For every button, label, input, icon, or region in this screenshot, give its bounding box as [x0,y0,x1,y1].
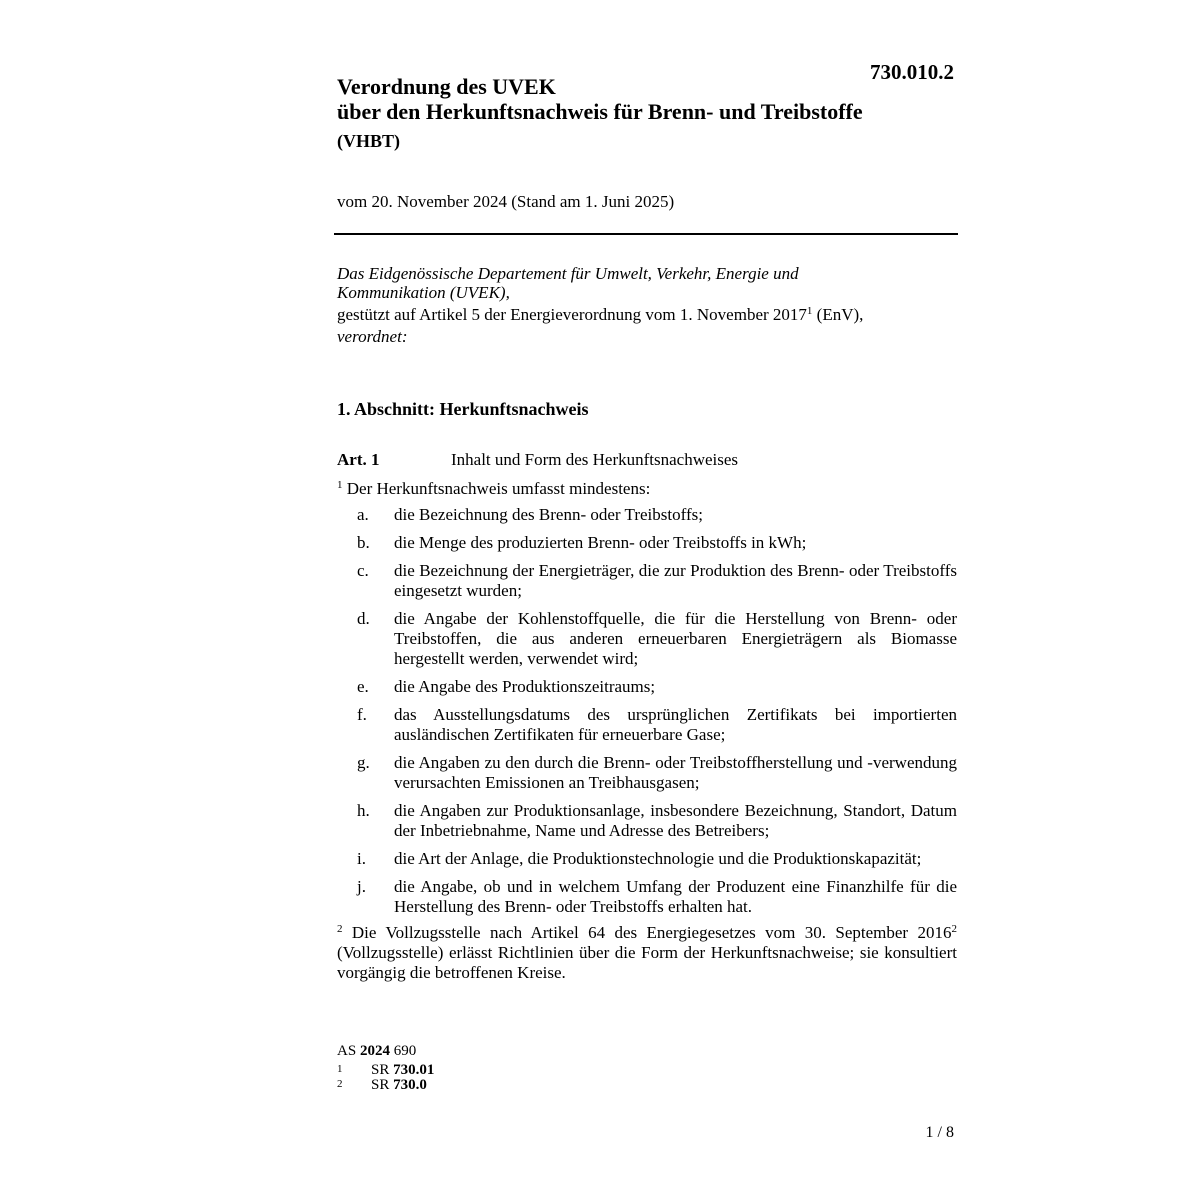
footnote-prefix: SR [371,1077,394,1093]
authority-line-2: Kommunikation (UVEK), [337,283,510,302]
as-reference [337,1042,637,1060]
footnote-ref-1[interactable]: 1 [806,305,813,317]
preamble [337,264,957,346]
title-line-1: Verordnung des UVEK [337,74,556,99]
footnote-text [371,1078,427,1093]
title-line-2: über den Herkunftsnachweis für Brenn- und Treibstoffe [337,99,863,124]
item-text: die Angabe des Produktionszeitraums; [394,677,656,696]
item-text: die Angabe der Kohlenstoffquelle, die für die Herstellung von Brenn- oder Treibstoffen, die aus anderen erneuerbaren Energieträgern als Biomasse hergestellt werden, verwendet wird; [394,609,957,668]
item-letter: h. [357,801,370,820]
sr-number: 730.010.2 [870,60,954,84]
footnote-prefix: SR [371,1062,394,1078]
page-indicator: 1 / 8 [925,1124,954,1141]
item-text: die Angaben zur Produktionsanlage, insbesondere Bezeichnung, Standort, Datum der Inbetriebnahme, Name und Adresse des Betreibers; [394,801,957,840]
date-line: vom 20. November 2024 (Stand am 1. Juni 2025) [337,192,675,211]
paragraph-number: 2 [337,923,343,935]
item-list [337,505,957,917]
basis-text: gestützt auf Artikel 5 der Energieverordnung vom 1. November 2017 [337,305,807,324]
header-divider [334,233,958,235]
item-text: die Bezeichnung der Energieträger, die zur Produktion des Brenn- oder Treibstoffs eingesetzt wurden; [394,561,957,600]
item-text: die Menge des produzierten Brenn- oder Treibstoffs in kWh; [394,533,807,552]
article-1 [337,449,957,983]
item-letter: g. [357,753,370,772]
list-item [337,609,957,669]
footnote-ref-2[interactable]: 2 [951,923,957,935]
footnote-number: 2 [337,1078,343,1090]
paragraph-text: Die Vollzugsstelle nach Artikel 64 des Energiegesetzes vom 30. September 2016 [342,923,952,942]
item-letter: i. [357,849,366,868]
item-letter: b. [357,533,370,552]
list-item [337,877,957,917]
footnote-1 [337,1063,637,1078]
list-item [337,561,957,601]
paragraph-1 [337,479,957,499]
basis-text-end: (EnV), [812,305,864,324]
as-year: 2024 [359,1043,390,1059]
list-item [337,677,957,697]
preamble-basis [337,305,957,324]
item-text: die Art der Anlage, die Produktionstechnologie und die Produktionskapazität; [394,849,922,868]
list-item [337,533,957,553]
preamble-authority [337,264,957,302]
footnote-2 [337,1078,637,1093]
item-letter: e. [357,677,369,696]
item-letter: f. [357,705,367,724]
as-prefix: AS [337,1043,360,1059]
authority-line-1: Das Eidgenössische Departement für Umwelt, Verkehr, Energie und [337,264,799,283]
preamble-ordains: verordnet: [337,327,408,346]
item-letter: j. [357,877,366,896]
title-abbreviation: (VHBT) [337,131,400,151]
footnote-ref[interactable]: 730.0 [393,1077,427,1093]
article-heading [337,449,957,470]
paragraph-number: 1 [337,479,343,491]
footnotes [337,1042,637,1093]
footnote-number: 1 [337,1063,343,1075]
list-item [337,801,957,841]
list-item [337,705,957,745]
paragraph-2 [337,923,957,983]
list-item [337,753,957,793]
list-item [337,505,957,525]
footnote-ref[interactable]: 730.01 [393,1062,435,1078]
as-page: 690 [389,1043,417,1059]
item-letter: a. [357,505,369,524]
item-text: die Angaben zu den durch die Brenn- oder Treibstoffherstellung und -verwendung verursachten Emissionen an Treibhausgasen; [394,753,957,792]
item-text: das Ausstellungsdatums des ursprünglichen Zertifikats bei importierten ausländischen Zertifikaten für erneuerbare Gase; [394,705,957,744]
document-title [337,74,977,152]
article-title: Inhalt und Form des Herkunftsnachweises [451,450,739,469]
item-text: die Angabe, ob und in welchem Umfang der Produzent eine Finanzhilfe für die Herstellung des Brenn- oder Treibstoffs erhalten hat. [394,877,957,916]
footnote-text [371,1063,434,1078]
paragraph-text: Der Herkunftsnachweis umfasst mindestens: [342,479,651,498]
item-letter: d. [357,609,370,628]
paragraph-text-end: (Vollzugsstelle) erlässt Richtlinien über die Form der Herkunftsnachweise; sie konsultiert vorgängig die betroffenen Kreise. [337,943,957,982]
item-letter: c. [357,561,369,580]
article-label: Art. 1 [337,450,380,469]
item-text: die Bezeichnung des Brenn- oder Treibstoffs; [394,505,703,524]
section-heading: 1. Abschnitt: Herkunftsnachweis [337,399,589,419]
list-item [337,849,957,869]
